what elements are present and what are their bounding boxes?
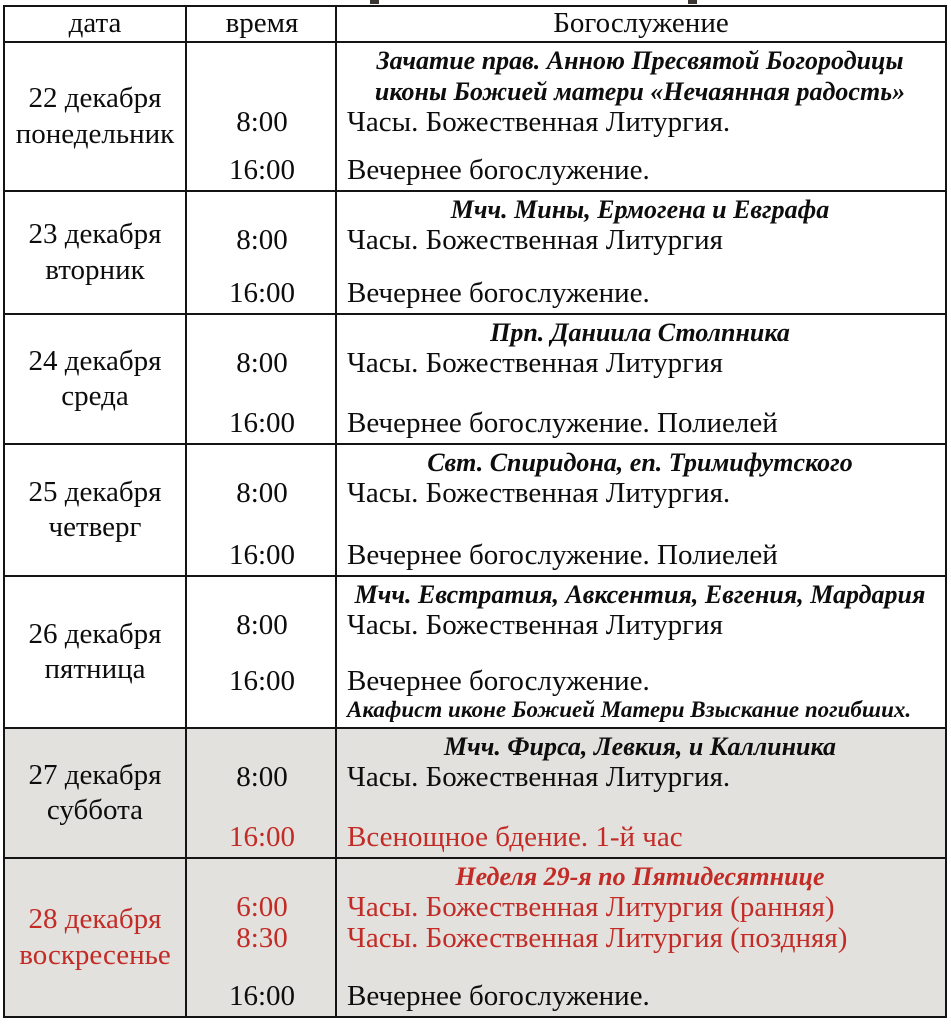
feast-line <box>187 447 945 478</box>
service-line <box>187 981 945 1012</box>
date-line: 28 декабря <box>28 903 162 936</box>
time-cell: 8:00 <box>236 761 288 793</box>
table-row <box>5 443 945 575</box>
note-line <box>187 697 945 723</box>
service-text: Вечернее богослужение. Полиелей <box>347 407 778 439</box>
time-cell: 8:00 <box>236 224 288 256</box>
row-gap <box>187 138 945 155</box>
date-line: 25 декабря <box>28 475 162 508</box>
row-gap <box>187 256 945 278</box>
row-body <box>187 445 945 575</box>
feast-line <box>187 76 945 107</box>
time-cell: 16:00 <box>228 665 296 697</box>
feast-line <box>187 731 945 762</box>
service-text: Часы. Божественная Литургия. <box>347 106 731 138</box>
service-line <box>187 892 945 923</box>
date-line: 24 декабря <box>28 344 162 377</box>
service-text: Часы. Божественная Литургия (поздняя) <box>347 922 848 954</box>
date-cell <box>5 729 187 857</box>
service-schedule-table <box>3 5 947 1018</box>
time-cell: 8:00 <box>236 106 288 138</box>
header-body <box>187 7 945 41</box>
service-line <box>187 610 945 641</box>
row-body <box>187 43 945 190</box>
service-text: Часы. Божественная Литургия (ранняя) <box>347 891 835 923</box>
feast-line <box>187 579 945 610</box>
time-cell: 8:00 <box>236 477 288 509</box>
row-gap <box>187 793 945 822</box>
service-text: Часы. Божественная Литургия <box>347 609 723 641</box>
time-cell: 6:00 <box>236 891 288 923</box>
date-line: вторник <box>45 253 145 286</box>
time-cell <box>187 194 337 225</box>
feast-title: Мчч. Мины, Ермогена и Евграфа <box>450 195 830 224</box>
feast-line <box>187 317 945 348</box>
service-line <box>187 762 945 793</box>
header-line <box>187 8 945 39</box>
row-body <box>187 315 945 443</box>
feast-line <box>187 45 945 76</box>
date-cell <box>5 859 187 1016</box>
service-text: Вечернее богослужение. <box>347 277 650 309</box>
feast-title: Зачатие прав. Анною Пресвятой Богородицы <box>376 46 904 75</box>
service-text: Часы. Божественная Литургия <box>347 347 723 379</box>
date-line: четверг <box>48 511 142 543</box>
cropped-text-remnant <box>370 0 379 4</box>
date-line: 23 декабря <box>28 218 162 251</box>
feast-title: Прп. Даниила Столпника <box>490 318 790 347</box>
row-gap <box>187 641 945 666</box>
table-row <box>5 313 945 443</box>
date-line: понедельник <box>15 117 175 150</box>
feast-title: Мчч. Евстратия, Авксентия, Евгения, Мардария <box>354 580 926 609</box>
header-service-cell: Богослужение <box>553 6 729 39</box>
date-line: суббота <box>46 794 144 826</box>
service-text: Часы. Божественная Литургия <box>347 224 723 256</box>
row-gap <box>187 509 945 540</box>
service-line <box>187 348 945 379</box>
time-cell <box>187 731 337 762</box>
time-cell <box>187 317 337 348</box>
feast-title: иконы Божией матери «Нечаянная радость» <box>374 77 906 106</box>
row-body <box>187 577 945 727</box>
time-cell: 8:30 <box>236 922 288 954</box>
table-row <box>5 727 945 857</box>
time-cell <box>187 697 337 723</box>
table-row <box>5 575 945 727</box>
feast-title: Неделя 29-я по Пятидесятнице <box>455 862 825 891</box>
service-line <box>187 666 945 697</box>
akathist-note: Акафист иконе Божией Матери Взыскание погибших. <box>347 697 912 722</box>
time-cell: 16:00 <box>228 980 296 1012</box>
service-line <box>187 155 945 186</box>
time-cell: 16:00 <box>228 539 296 571</box>
cropped-text-remnant <box>688 0 697 4</box>
service-line <box>187 408 945 439</box>
row-body <box>187 192 945 313</box>
date-line: пятница <box>44 653 146 685</box>
row-body <box>187 859 945 1016</box>
time-cell: 16:00 <box>228 407 296 439</box>
time-cell <box>187 447 337 478</box>
row-gap <box>187 954 945 981</box>
date-cell <box>5 315 187 443</box>
service-text: Вечернее богослужение. Полиелей <box>347 539 778 571</box>
feast-line <box>187 861 945 892</box>
time-cell: 16:00 <box>228 154 296 186</box>
feast-title: Свт. Спиридона, еп. Тримифутского <box>427 448 853 477</box>
table-rows-container <box>5 41 945 1016</box>
service-text: Вечернее богослужение. <box>347 980 650 1012</box>
time-cell <box>187 861 337 892</box>
feast-title: Мчч. Фирса, Левкия, и Каллиника <box>443 732 837 761</box>
time-cell: 16:00 <box>228 277 296 309</box>
header-date-cell: дата <box>5 7 187 41</box>
time-cell: 8:00 <box>236 347 288 379</box>
date-line: 26 декабря <box>28 617 162 650</box>
table-row <box>5 41 945 190</box>
date-line: воскресенье <box>19 938 171 971</box>
date-cell <box>5 43 187 190</box>
time-cell: 8:00 <box>236 609 288 641</box>
row-gap <box>187 379 945 408</box>
service-line <box>187 923 945 954</box>
header-time-cell: время <box>225 6 299 39</box>
date-cell <box>5 445 187 575</box>
feast-line <box>187 194 945 225</box>
time-cell <box>187 579 337 610</box>
service-text: Всенощное бдение. 1-й час <box>347 821 683 853</box>
service-text: Вечернее богослужение. <box>347 154 650 186</box>
service-line <box>187 225 945 256</box>
service-text: Вечернее богослужение. <box>347 665 650 697</box>
service-line <box>187 107 945 138</box>
row-body <box>187 729 945 857</box>
date-cell <box>5 577 187 727</box>
service-line <box>187 822 945 853</box>
service-text: Часы. Божественная Литургия. <box>347 761 731 793</box>
date-line: 22 декабря <box>28 82 162 115</box>
service-line <box>187 478 945 509</box>
time-cell <box>187 76 337 107</box>
table-row <box>5 857 945 1016</box>
time-cell: 16:00 <box>228 821 296 853</box>
date-line: среда <box>61 380 129 412</box>
service-line <box>187 540 945 571</box>
date-cell <box>5 192 187 313</box>
header-row <box>5 7 945 41</box>
table-row <box>5 190 945 313</box>
service-text: Часы. Божественная Литургия. <box>347 477 731 509</box>
time-cell <box>187 45 337 76</box>
service-line <box>187 278 945 309</box>
date-line: 27 декабря <box>28 758 162 791</box>
